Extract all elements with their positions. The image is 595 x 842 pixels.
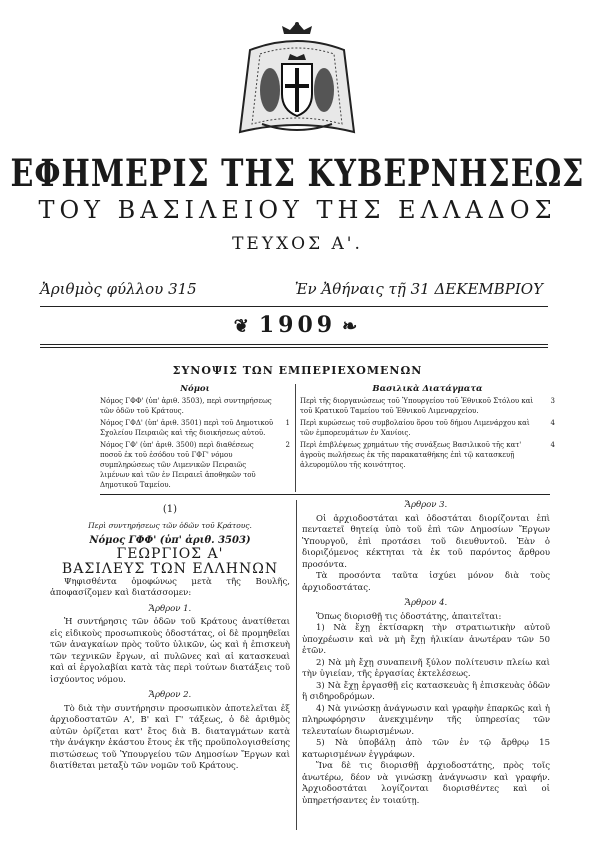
ornament-left-icon: ❦ — [233, 316, 253, 337]
left-column — [50, 504, 290, 773]
divider — [100, 494, 550, 495]
year-row — [0, 312, 595, 338]
divider — [40, 306, 548, 307]
toc-entry: Νόμος ΓΦΔ' (ὑπ' ἀριθ. 3501) περὶ τοῦ Δημοτικοῦ Σχολείου Πειραιῶς καὶ τῆς διοικήσεως αὐτοῦ. 1 — [100, 419, 290, 437]
article-text: Οἱ ἀρχιοδοστάται καὶ ὁδοστάται διορίζονται ἐπὶ πενταετεῖ θητείᾳ ὑπὸ τοῦ ἐπὶ τῶν Δημοσίων Ἔργων Ὑπουργοῦ, ἐπὶ προτάσει τοῦ διευθυντοῦ. Ἐὰν ὁ διοριζόμενος κέκτηται τὰ ἐκ τοῦ παρόντος ἄρθρου προσόντα. — [302, 513, 550, 570]
article-heading: Ἄρθρον 4. — [404, 598, 448, 608]
list-item: 2) Νὰ μὴ ἔχῃ συναπεινῆ ξύλον πολίτευσιν πλείω καὶ τὴν ὑγιείαν, τῆς ἐργασίας ἐκτελέσεως. — [302, 657, 550, 679]
divider — [40, 344, 548, 345]
laws-heading: Νόμοι — [180, 384, 210, 394]
toc-entry: Περὶ κυρώσεως τοῦ συμβολαίου ὅρου τοῦ δήμου Λιμενάρχου καὶ τῶν ἐμπορευμάτων ἐν Χανίοις. 4 — [300, 419, 555, 437]
article-text: Ἵνα δὲ τις διορισθῇ ἀρχιοδοστάτης, πρὸς τοῖς ἀνωτέρω, δέον νὰ γινώσκῃ ἀνάγνωσιν καὶ γραφήν. Ἀρχιοδοστάται λογίζονται διορισθέντες καὶ οἱ ὑπηρετήσαντες ἐν τοιαύτῃ. — [302, 761, 550, 806]
list-item: 1) Νὰ ἔχῃ ἐκτίσαρκη τὴν στρατιωτικὴν αὐτοῦ ὑποχρέωσιν καὶ νὰ μὴ ἔχῃ ἡλικίαν ἀνωτέραν τῶν 50 ἐτῶν. — [302, 623, 550, 656]
issue-series: ΤΕΥΧΟΣ Α'. — [232, 234, 363, 254]
royal-coat-of-arms-icon — [232, 20, 362, 140]
article-heading: Ἄρθρον 1. — [148, 603, 192, 614]
column-divider — [296, 500, 297, 830]
king-title: ΒΑΣΙΛΕΥΣ ΤΩΝ ΕΛΛΗΝΩΝ — [61, 560, 279, 577]
gazette-subtitle: ΤΟΥ ΒΑΣΙΛΕΙΟΥ ΤΗΣ ΕΛΛΑΔΟΣ — [38, 196, 557, 224]
list-item: 4) Νὰ γινώσκῃ ἀνάγνωσιν καὶ γραφὴν ἐπαρκῶς καὶ ἡ πληρωφόρησιν ἀνεκχιμένην τῆς ὑπηρεσίας τῶν τελευταίων διωρισμένων. — [302, 703, 550, 737]
toc-entry: Περὶ ἐπιβλέψεως χρημάτων τῆς συνάξεως Βασιλικοῦ τῆς κατ' ἀγροὺς πωλήσεως ἐκ τῆς παρακαταθήκης ἐπὶ τῷ κατασκευῇ ἀλευρομύλου τῆς κοινότητος. 4 — [300, 441, 555, 469]
law-title: Νόμος ΓΦΦ' (ὑπ' ἀριθ. 3503) — [89, 535, 251, 546]
toc-entry: Περὶ τῆς διοργανώσεως τοῦ Ὑπουργείου τοῦ Ἐθνικοῦ Στόλου καὶ τοῦ Κρατικοῦ Ταμείου τοῦ Ἐθνικοῦ Λιμεναρχείου. 3 — [300, 397, 555, 415]
list-item: 5) Νὰ ὑποβάλῃ ἀπὸ τῶν ἐν τῷ ἄρθρῳ 15 κατωρισμένων ἐγγράφων. — [302, 738, 550, 760]
laws-list — [100, 384, 290, 492]
sheet-number: Ἀριθμὸς φύλλου 315 — [40, 280, 197, 298]
gazette-title: ΕΦΗΜΕΡΙΣ ΤΗΣ ΚΥΒΕΡΝΗΣΕΩΣ — [10, 152, 585, 196]
decrees-list — [300, 384, 555, 472]
issue-year: 1909 — [258, 312, 337, 338]
toc-entry: Νόμος ΓΦΦ' (ὑπ' ἀριθ. 3503), περὶ συντηρήσεως τῶν ὁδῶν τοῦ Κράτους. — [100, 397, 272, 415]
law-subject: Περὶ συντηρήσεως τῶν ὁδῶν τοῦ Κράτους. — [88, 520, 252, 530]
column-divider — [295, 384, 296, 492]
right-column — [302, 500, 550, 807]
list-item: 3) Νὰ ἔχῃ ἐργασθῇ εἰς κατασκευὰς ἢ ἐπισκευὰς ὁδῶν ἢ σιδηροδρόμων. — [302, 680, 550, 702]
article-text: Ἡ συντήρησις τῶν ὁδῶν τοῦ Κράτους ἀνατίθεται εἰς εἰδικοὺς προσωπικοὺς ὁδοστάτας, οἱ δὲ προμηθεῖαι τῶν ἀναγκαίων πρὸς τοῦτο ὑλικῶν, ὡς καὶ ἡ ἐπισκευὴ τῶν τεχνικῶν ἔργων, αἱ πυλῶνες καὶ αἱ κατασκευαὶ καὶ αἱ ἐργολαβίαι κατὰ τὰς περὶ τούτων διατάξεις τοῦ ἰσχύοντος νόμου. — [50, 617, 290, 685]
article-heading: Ἄρθρον 2. — [148, 690, 192, 700]
king-name: ΓΕΩΡΓΙΟΣ Α' — [116, 545, 224, 562]
document-number: (1) — [162, 504, 178, 515]
article-heading: Ἄρθρον 3. — [404, 500, 448, 510]
decrees-heading: Βασιλικὰ Διατάγματα — [372, 384, 483, 394]
article-text: Τὰ προσόντα ταῦτα ἰσχύει μόνον διὰ τοὺς ἀρχιοδοστάτας. — [302, 571, 550, 593]
article-text: Ὅπως διορισθῇ τις ὁδοστάτης, ἀπαιτεῖται: — [316, 611, 502, 622]
article-text: Τὸ διὰ τὴν συντήρησιν προσωπικὸν ἀποτελεῖται ἐξ ἀρχιοδοστατῶν Α', Β' καὶ Γ' τάξεως, ὁ δὲ ἀριθμὸς αὐτῶν ὁρίζεται κατ' ἔτος διὰ Β. διαταγμάτων κατὰ τὴν ἀνάγκην ἑκάστου ἔτους ἐκ τῆς προϋπολογισθείσης πιστώσεως τοῦ Ὑπουργείου τῶν Δημοσίων Ἔργων καὶ διατίθεται μεταξὺ τῶν νομῶν τοῦ Κράτους. — [50, 703, 290, 771]
ornament-right-icon: ❧ — [342, 316, 362, 337]
preamble: Ψηφισθέντα ὁμοφώνως μετὰ τῆς Βουλῆς, ἀποφασίζομεν καὶ διατάσσομεν: — [50, 576, 290, 598]
issue-info-row — [40, 280, 543, 304]
toc-entry: Νόμος ΓΦ' (ὑπ' ἀριθ. 3500) περὶ διαθέσεως ποσοῦ ἐκ τοῦ ἐσόδου τοῦ ΓΦΓ' νόμου συμπληρώσεως τῶν Λιμενικῶν Πειραιῶς λιμένων καὶ τῶν ἐν Πειραιεῖ ἀποθηκῶν τοῦ Δημοτικοῦ Ταμείου. 2 — [100, 441, 290, 489]
issue-date: Ἐν Ἀθήναις τῇ 31 ΔΕΚΕΜΒΡΙΟΥ — [294, 280, 543, 298]
divider — [40, 347, 548, 348]
synopsis-title: ΣΥΝΟΨΙΣ ΤΩΝ ΕΜΠΕΡΙΕΧΟΜΕΝΩΝ — [172, 364, 423, 377]
